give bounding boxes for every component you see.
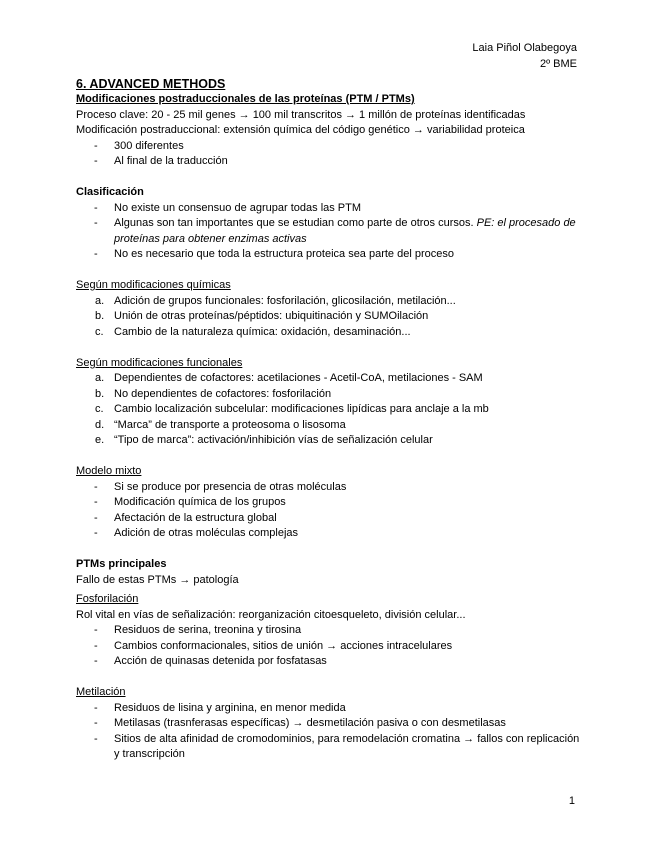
list-item: b. Unión de otras proteínas/péptidos: ubiquitinación y SUMOilación	[95, 310, 429, 322]
list-item: c. Cambio localización subcelular: modificaciones lipídicas para anclaje a la mb	[95, 403, 489, 415]
list-item: c. Cambio de la naturaleza química: oxidación, desaminación...	[95, 325, 411, 338]
list-item: - 300 diferentes	[94, 139, 184, 152]
list-item: d. “Marca” de transporte a proteosoma o lisosoma	[95, 418, 346, 431]
list-item: a. Adición de grupos funcionales: fosforilación, glicosilación, metilación...	[95, 294, 456, 307]
funcionales-heading: Según modificaciones funcionales	[76, 356, 243, 369]
intro-list	[76, 139, 586, 170]
example-note: PE: el procesado de proteínas para obtener enzimas activas	[114, 217, 576, 245]
list-item: - Residuos de lisina y arginina, en menor medida	[94, 701, 346, 714]
list-item: - No existe un consensuo de agrupar todas las PTM	[94, 201, 362, 214]
list-item: - Modificación química de los grupos	[94, 496, 286, 508]
list-item: e. “Tipo de marca”: activación/inhibición vías de señalización celular	[95, 434, 433, 446]
fosforilacion-heading: Fosforilación	[76, 593, 139, 605]
page-header	[472, 40, 577, 72]
list-item: - Metilasas (trasnferasas específicas) → desmetilación pasiva o con desmetilasas	[94, 717, 506, 729]
author-name: Laia Piñol Olabegoya	[472, 42, 577, 54]
list-item: - Acción de quinasas detenida por fosfatasas	[94, 655, 327, 667]
section-subtitle: Modificaciones postraduccionales de las proteínas (PTM / PTMs)	[76, 93, 415, 105]
list-item: a. Dependientes de cofactores: acetilaciones - Acetil-CoA, metilaciones - SAM	[95, 372, 483, 384]
list-item: - Si se produce por presencia de otras moléculas	[94, 480, 347, 493]
metilacion-heading: Metilación	[76, 686, 126, 698]
list-item: - Al final de la traducción	[94, 155, 228, 167]
mixto-heading: Modelo mixto	[76, 465, 142, 477]
section-title: 6. ADVANCED METHODS	[76, 77, 226, 91]
principales-heading: PTMs principales	[76, 558, 167, 570]
fosforilacion-text: Rol vital en vías de señalización: reorganización citoesqueleto, división celular...	[76, 608, 466, 621]
intro-line-1: Proceso clave: 20 - 25 mil genes → 100 mil transcritos → 1 millón de proteínas identificadas	[76, 108, 526, 121]
list-item: - No es necesario que toda la estructura proteica sea parte del proceso	[94, 248, 454, 260]
list-item: - Cambios conformacionales, sitios de unión → acciones intracelulares	[94, 639, 453, 652]
course-label: 2º BME	[539, 58, 577, 70]
clasificacion-heading: Clasificación	[76, 186, 144, 198]
list-item: - Algunas son tan importantes que se estudian como parte de otros cursos. PE: el procesado de proteínas para obtener enzimas activas	[94, 217, 576, 245]
list-item: - Sitios de alta afinidad de cromodominios, para remodelación cromatina → fallos con replicación y transcripción	[94, 732, 580, 760]
list-item: b. No dependientes de cofactores: fosforilación	[95, 387, 332, 400]
list-item: - Afectación de la estructura global	[94, 511, 277, 524]
clasificacion-list	[76, 201, 586, 263]
page-number: 1	[568, 795, 575, 807]
mixto-list	[76, 480, 586, 542]
fosforilacion-list	[76, 623, 586, 670]
metilacion-list	[76, 701, 586, 763]
funcionales-list	[76, 371, 586, 449]
quimicas-heading: Según modificaciones químicas	[76, 279, 231, 291]
principales-text: Fallo de estas PTMs → patología	[76, 573, 239, 586]
intro-line-2: Modificación postraduccional: extensión química del código genético → variabilidad proteica	[76, 124, 525, 136]
quimicas-list	[76, 294, 586, 341]
list-item: - Adición de otras moléculas complejas	[94, 527, 299, 539]
list-item: - Residuos de serina, treonina y tirosina	[94, 624, 302, 636]
document-body	[76, 76, 586, 763]
